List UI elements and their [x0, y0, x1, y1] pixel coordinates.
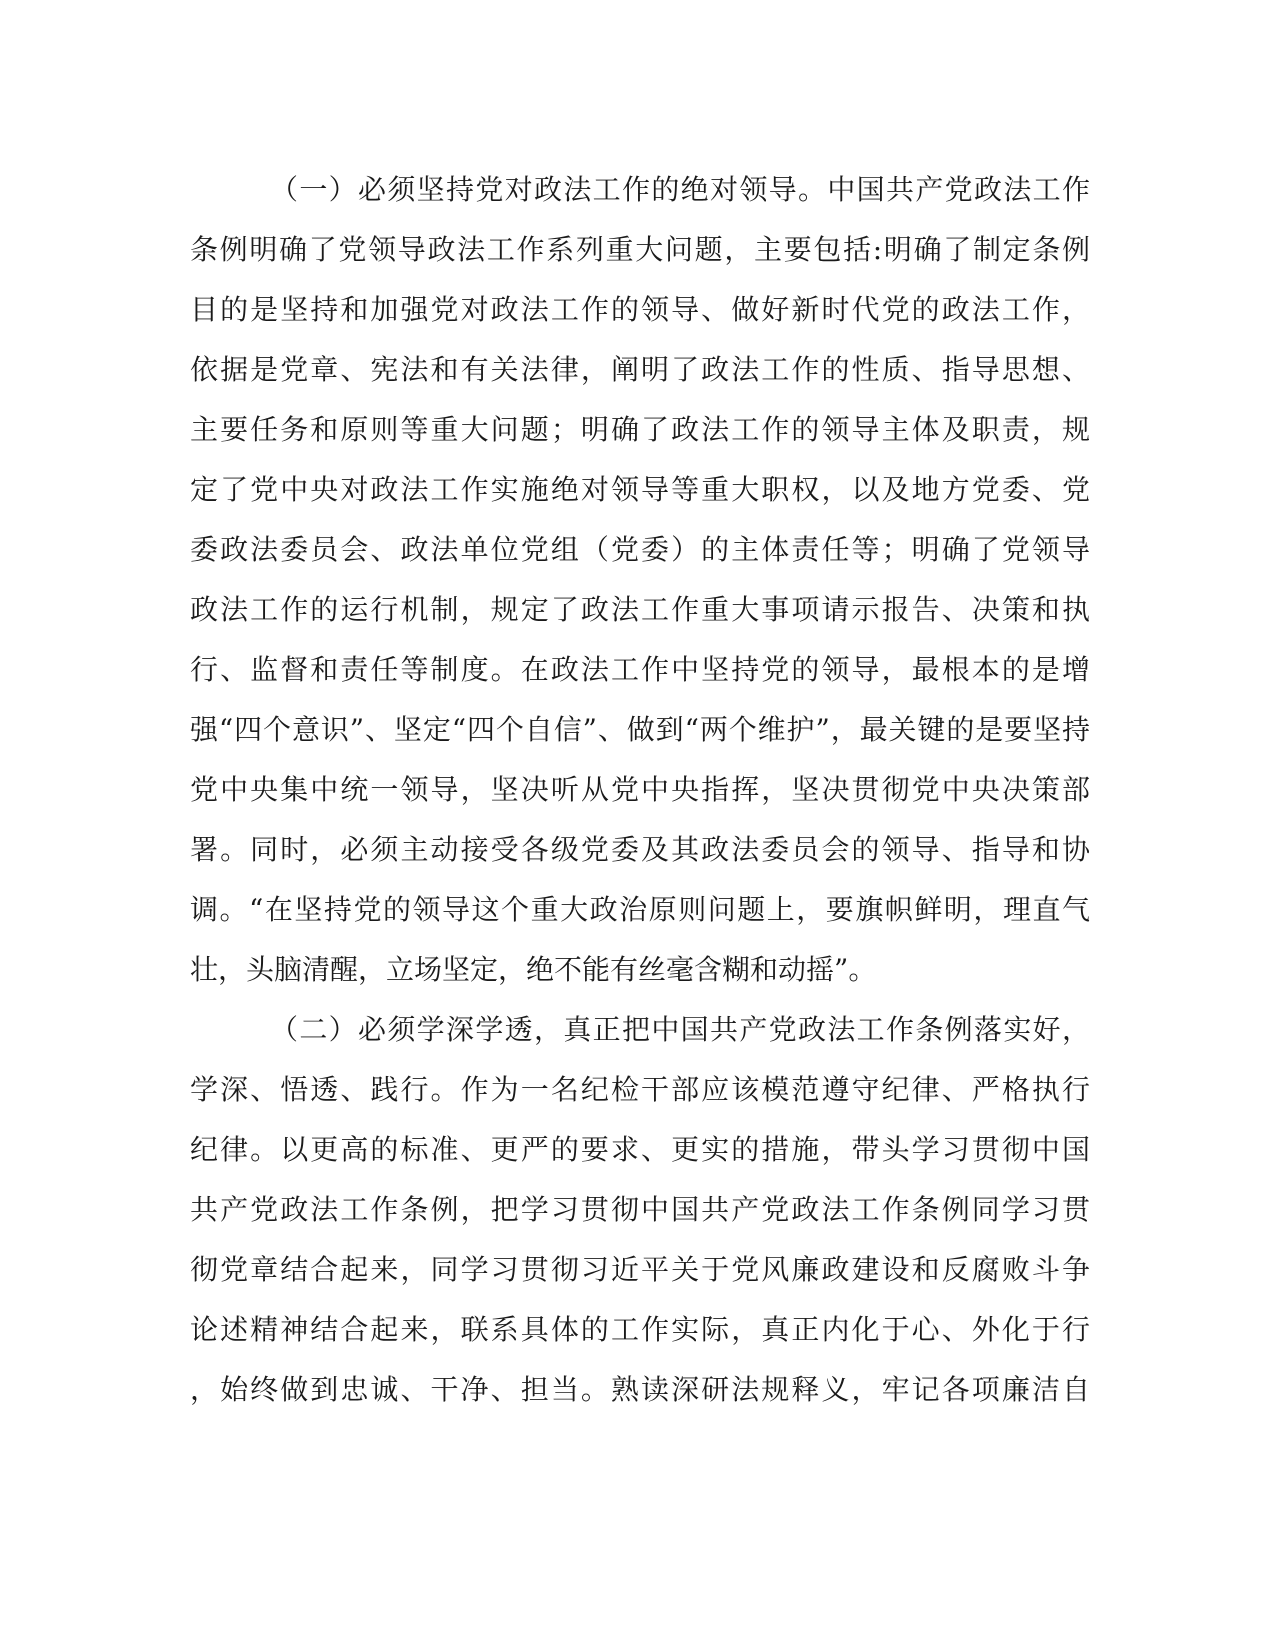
paragraph-line: 学深、悟透、践行。作为一名纪检干部应该模范遵守纪律、严格执行 — [190, 1073, 1090, 1106]
paragraph-line: 纪律。以更高的标准、更严的要求、更实的措施，带头学习贯彻中国 — [190, 1133, 1090, 1166]
paragraph-line: ，始终做到忠诚、干净、担当。熟读深研法规释义，牢记各项廉洁自 — [190, 1373, 1090, 1406]
paragraph-line: 壮，头脑清醒，立场坚定，绝不能有丝毫含糊和动摇”。 — [190, 953, 877, 986]
paragraph-line: （一）必须坚持党对政法工作的绝对领导。中国共产党政法工作 — [270, 173, 1090, 206]
paragraph-line: 定了党中央对政法工作实施绝对领导等重大职权，以及地方党委、党 — [190, 473, 1090, 506]
paragraph-line: 党中央集中统一领导，坚决听从党中央指挥，坚决贯彻党中央决策部 — [190, 773, 1090, 806]
paragraph-line: 目的是坚持和加强党对政法工作的领导、做好新时代党的政法工作， — [190, 293, 1090, 326]
paragraph-1 — [190, 160, 1090, 1000]
paragraph-line: 主要任务和原则等重大问题；明确了政法工作的领导主体及职责，规 — [190, 413, 1090, 446]
paragraph-line: 条例明确了党领导政法工作系列重大问题，主要包括:明确了制定条例 — [190, 233, 1090, 266]
paragraph-line: 委政法委员会、政法单位党组（党委）的主体责任等；明确了党领导 — [190, 533, 1090, 566]
paragraph-line: 共产党政法工作条例，把学习贯彻中国共产党政法工作条例同学习贯 — [190, 1193, 1090, 1226]
paragraph-line: 署。同时，必须主动接受各级党委及其政法委员会的领导、指导和协 — [190, 833, 1090, 866]
paragraph-line: 依据是党章、宪法和有关法律，阐明了政法工作的性质、指导思想、 — [190, 353, 1090, 386]
paragraph-line: （二）必须学深学透，真正把中国共产党政法工作条例落实好， — [270, 1013, 1090, 1046]
paragraph-line: 彻党章结合起来，同学习贯彻习近平关于党风廉政建设和反腐败斗争 — [190, 1253, 1090, 1286]
paragraph-line: 强“四个意识”、坚定“四个自信”、做到“两个维护”，最关键的是要坚持 — [190, 713, 1090, 746]
document-body — [190, 160, 1090, 1420]
paragraph-line: 行、监督和责任等制度。在政法工作中坚持党的领导，最根本的是增 — [190, 653, 1090, 686]
paragraph-line: 政法工作的运行机制，规定了政法工作重大事项请示报告、决策和执 — [190, 593, 1090, 626]
paragraph-2 — [190, 1000, 1090, 1420]
paragraph-line: 调。“在坚持党的领导这个重大政治原则问题上，要旗帜鲜明，理直气 — [190, 893, 1090, 926]
paragraph-line: 论述精神结合起来，联系具体的工作实际，真正内化于心、外化于行 — [190, 1313, 1090, 1346]
